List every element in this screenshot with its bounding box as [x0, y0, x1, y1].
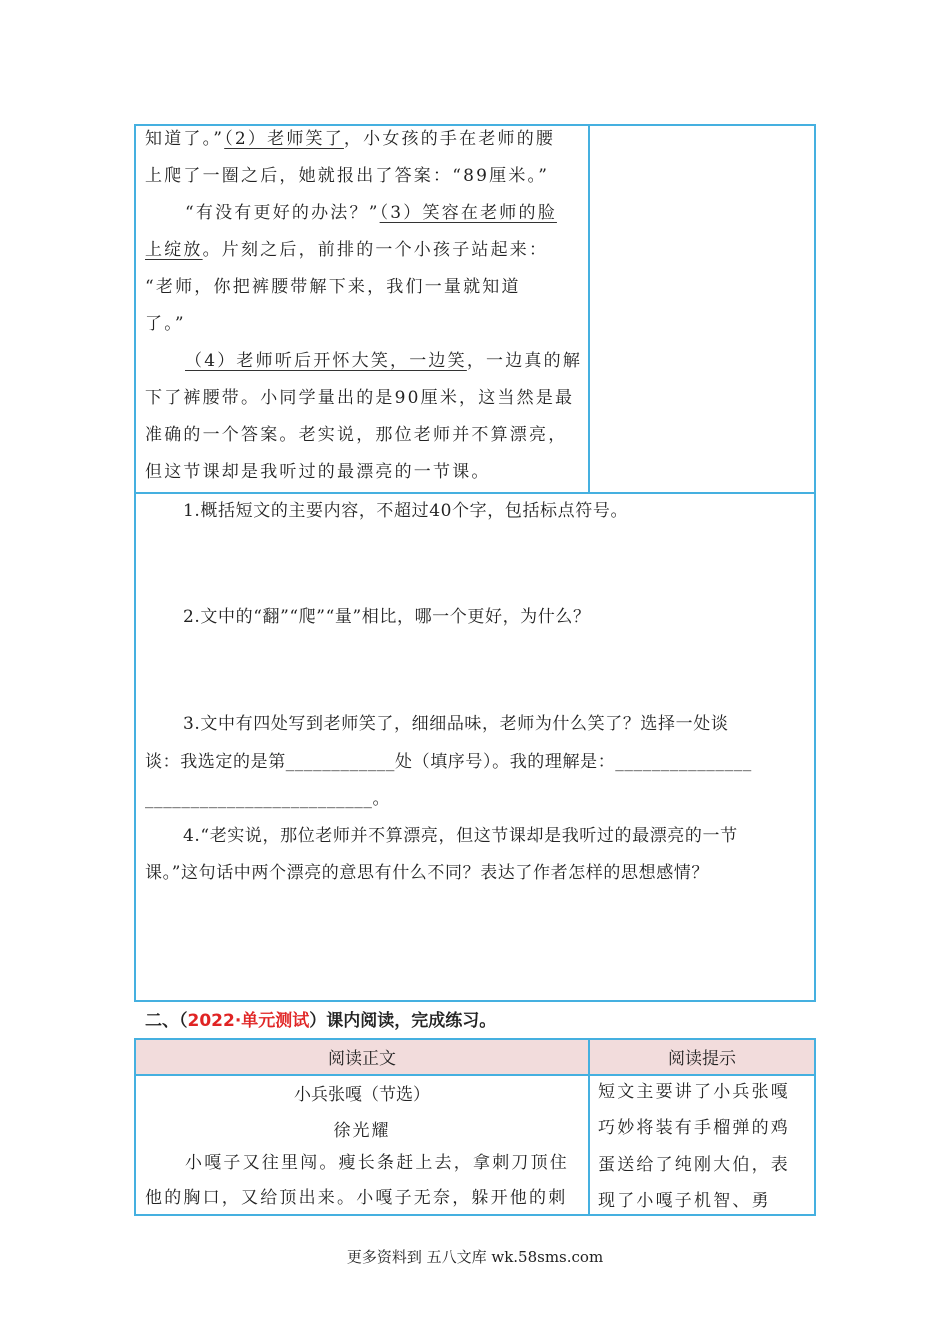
- source-tag: 2022·单元测试: [187, 1011, 310, 1031]
- section-prefix: 二、（: [145, 1011, 188, 1031]
- question-4-cont: 课。”这句话中两个漂亮的意思有什么不同？表达了作者怎样的思想感情？: [145, 863, 709, 883]
- passage-line: “有没有更好的办法？”: [185, 203, 380, 223]
- underlined-phrase-2: （2）老师笑了: [224, 129, 344, 149]
- question-3-answer-line[interactable]: _________________________。: [145, 789, 391, 809]
- header-reading-hints: 阅读提示: [668, 1049, 736, 1069]
- question-4: 4.“老实说，那位老师并不算漂亮，但这节课却是我听过的最漂亮的一节: [183, 826, 738, 846]
- footer-link[interactable]: 更多资料到 五八文库 wk.58sms.com: [346, 1248, 604, 1266]
- passage-line: 准确的一个答案。老实说，那位老师并不算漂亮，: [145, 425, 568, 445]
- question-2: 2.文中的“翻”“爬”“量”相比，哪一个更好，为什么？: [183, 607, 591, 627]
- hint-line: 巧妙将装有手榴弹的鸡: [598, 1118, 790, 1138]
- table1-column-divider: [588, 124, 590, 494]
- underlined-phrase-3-cont: 上绽放: [145, 240, 203, 260]
- passage-line: 上爬了一圈之后，她就报出了答案：“89厘米。”: [145, 166, 550, 186]
- passage-line: 。片刻之后，前排的一个小孩子站起来：: [202, 240, 549, 260]
- question-3: 3.文中有四处写到老师笑了，细细品味，老师为什么笑了？选择一处谈: [183, 714, 729, 734]
- header-reading-text: 阅读正文: [328, 1049, 396, 1069]
- section-suffix: ）课内阅读，完成练习。: [309, 1011, 497, 1031]
- section-2-heading: [145, 1006, 496, 1031]
- passage-line: 但这节课却是我听过的最漂亮的一节课。: [145, 462, 491, 482]
- story-author: 徐光耀: [333, 1121, 391, 1141]
- passage-line: ，一边真的解: [466, 351, 583, 371]
- hint-line: 蛋送给了纯刚大伯，表: [598, 1155, 790, 1175]
- passage-line: “老师，你把裤腰带解下来，我们一量就知道: [145, 277, 521, 297]
- story-title: 小兵张嘎（节选）: [294, 1085, 430, 1105]
- hint-line: 短文主要讲了小兵张嘎: [598, 1082, 790, 1102]
- underlined-phrase-4: （4）老师听后开怀大笑，一边笑: [185, 351, 467, 371]
- question-3-blanks[interactable]: 谈：我选定的是第____________处（填序号）。我的理解是：_______________: [145, 752, 752, 772]
- question-1: 1.概括短文的主要内容，不超过40个字，包括标点符号。: [183, 501, 629, 521]
- passage-line: 了。”: [145, 314, 186, 334]
- story-line: 他的胸口，又给顶出来。小嘎子无奈，躲开他的刺: [145, 1188, 568, 1208]
- hint-line: 现了小嘎子机智、勇: [598, 1191, 771, 1211]
- table2-header-divider: [134, 1074, 816, 1076]
- passage-line: 知道了。”: [145, 129, 225, 149]
- table1-row-divider: [134, 492, 816, 494]
- story-line: 小嘎子又往里闯。瘦长条赶上去，拿刺刀顶住: [185, 1153, 569, 1173]
- underlined-phrase-3: （3）笑容在老师的脸: [379, 203, 557, 223]
- passage-line: ，小女孩的手在老师的腰: [343, 129, 556, 149]
- passage-line: 下了裤腰带。小同学量出的是90厘米，这当然是最: [145, 388, 575, 408]
